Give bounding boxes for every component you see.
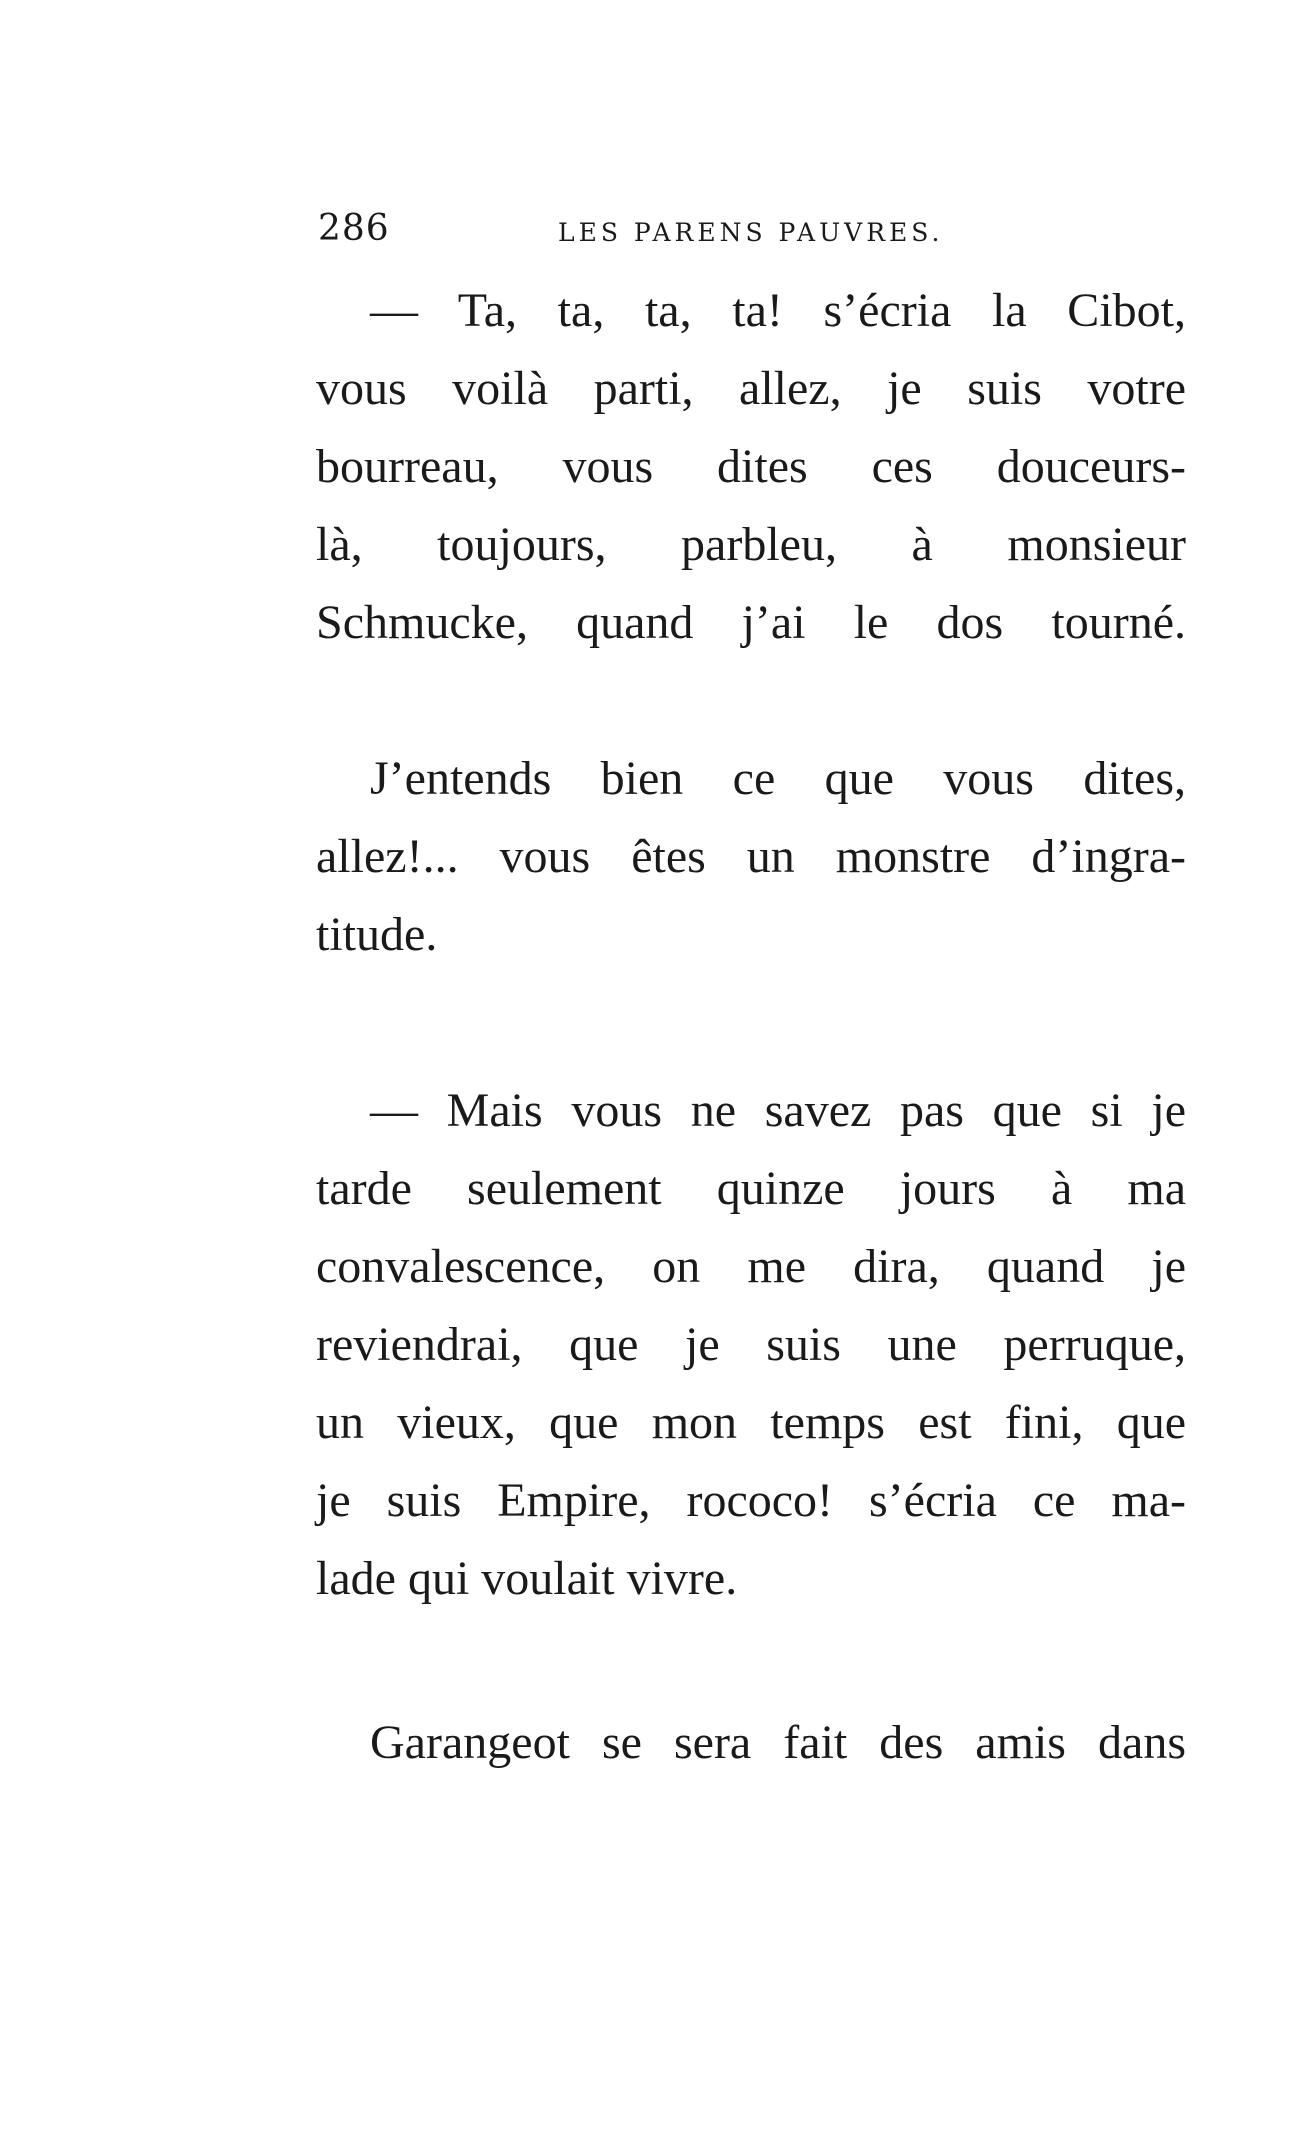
running-title: LES PARENS PAUVRES. bbox=[558, 218, 944, 247]
text-line: lade qui voulait vivre. bbox=[316, 1552, 738, 1605]
text-line: titude. bbox=[316, 908, 438, 961]
text-line: tarde seulement quinze jours à ma bbox=[316, 1162, 1186, 1215]
text-line: là, toujours, parbleu, à monsieur bbox=[316, 518, 1186, 571]
text-line: je suis Empire, rococo! s’écria ce ma- bbox=[316, 1474, 1186, 1527]
page-number: 286 bbox=[318, 208, 390, 249]
text-line: vous voilà parti, allez, je suis votre bbox=[316, 362, 1186, 415]
text-line: Garangeot se sera fait des amis dans bbox=[370, 1716, 1186, 1769]
text-line: reviendrai, que je suis une perruque, bbox=[316, 1318, 1186, 1371]
paragraph-3 bbox=[316, 1072, 1186, 1618]
paragraph-1 bbox=[316, 272, 1186, 662]
body-text bbox=[316, 272, 1186, 1782]
paragraph-4 bbox=[316, 1704, 1186, 1782]
text-line: allez!... vous êtes un monstre d’ingra- bbox=[316, 830, 1186, 883]
text-line: — Mais vous ne savez pas que si je bbox=[370, 1084, 1186, 1137]
text-line: un vieux, que mon temps est fini, que bbox=[316, 1396, 1186, 1449]
text-line: convalescence, on me dira, quand je bbox=[316, 1240, 1186, 1293]
page-header bbox=[318, 208, 988, 258]
text-line: — Ta, ta, ta, ta! s’écria la Cibot, bbox=[370, 284, 1186, 337]
text-line: bourreau, vous dites ces douceurs- bbox=[316, 440, 1186, 493]
text-line: Schmucke, quand j’ai le dos tourné. bbox=[316, 596, 1186, 649]
text-line: J’entends bien ce que vous dites, bbox=[370, 752, 1186, 805]
paragraph-2 bbox=[316, 740, 1186, 974]
